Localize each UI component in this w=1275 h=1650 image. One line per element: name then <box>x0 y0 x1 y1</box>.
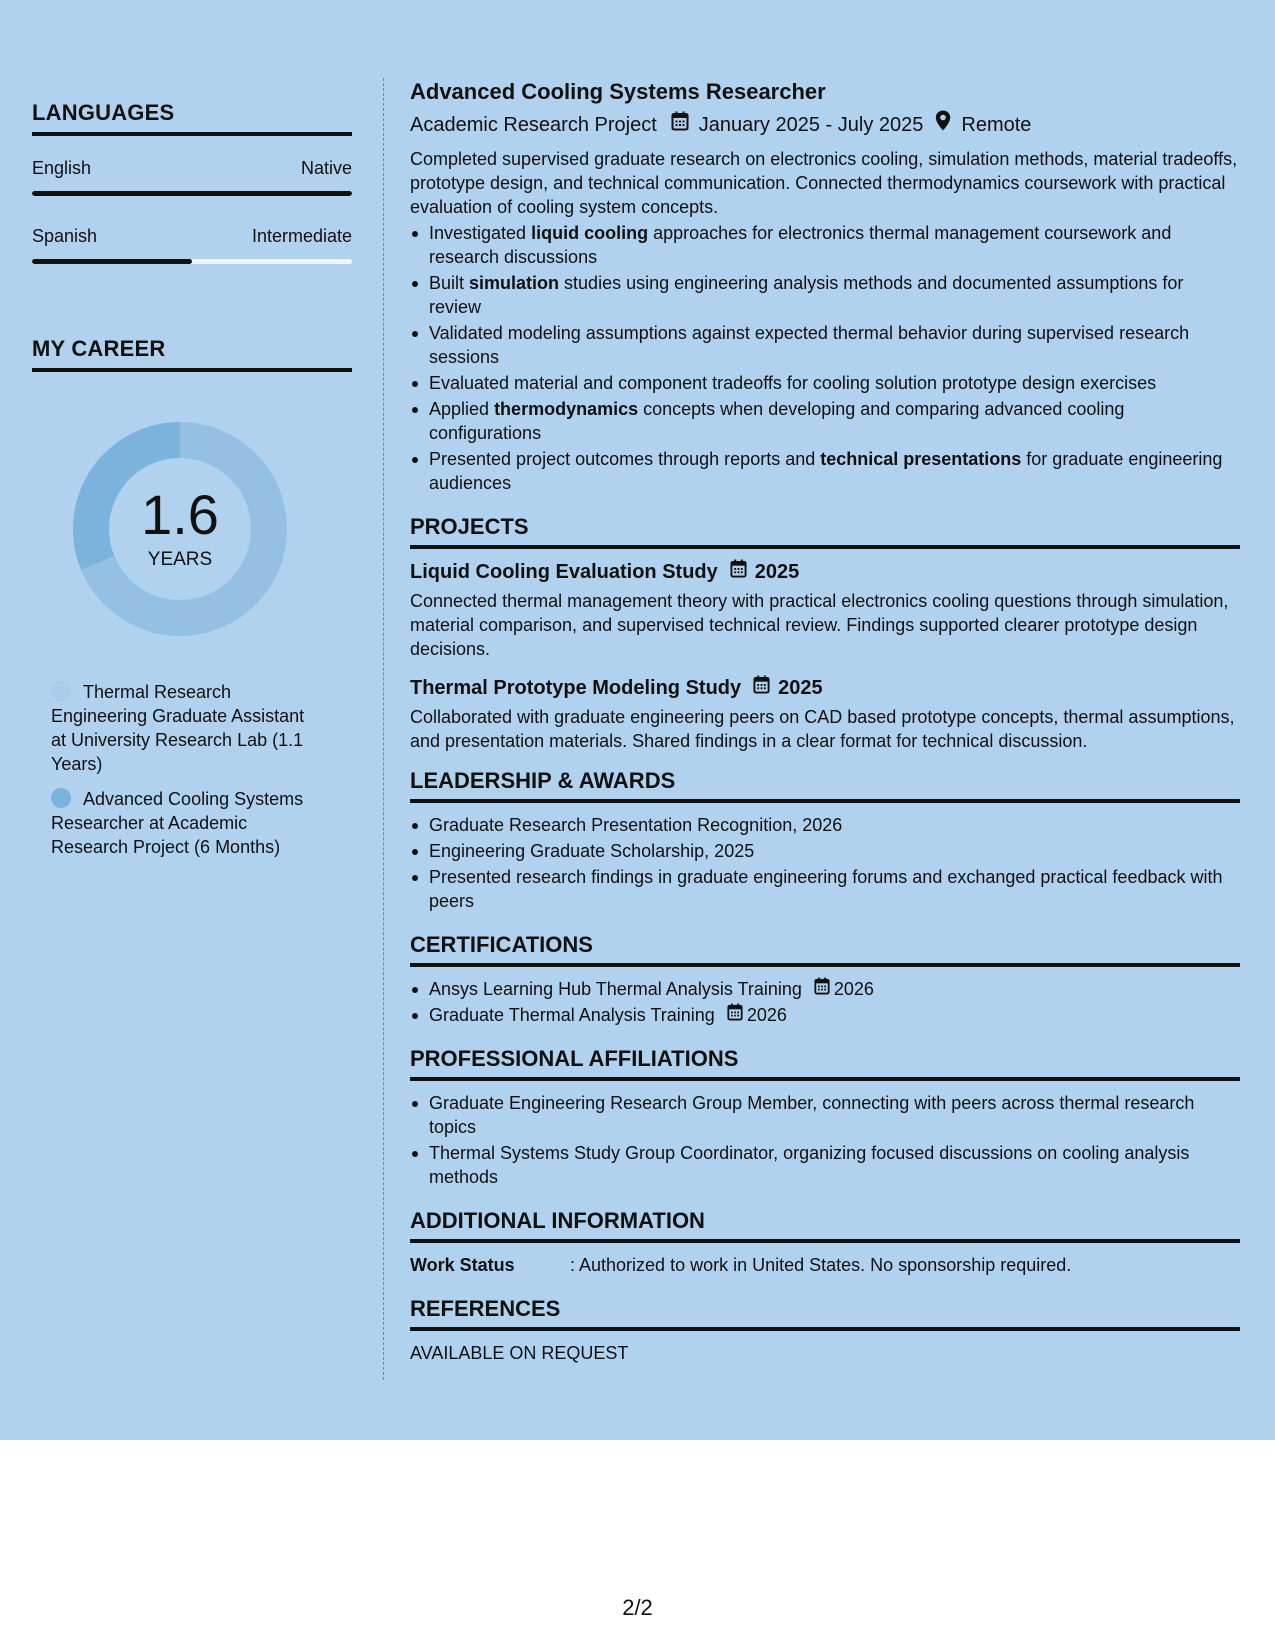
language-row <box>32 226 352 247</box>
job-bullet <box>410 271 1240 319</box>
bullet-text: Evaluated material and component tradeoffs for cooling solution prototype design exercises <box>429 373 1157 393</box>
bullet-text: Built <box>429 273 470 293</box>
project-year: 2025 <box>778 677 823 699</box>
language-proficiency-bar <box>32 191 352 196</box>
project-name: Liquid Cooling Evaluation Study <box>410 561 718 583</box>
leadership-item: Graduate Research Presentation Recognition, 2026 <box>410 813 1240 837</box>
project-entry <box>410 559 1240 661</box>
career-section <box>32 336 352 859</box>
job-title: Advanced Cooling Systems Researcher <box>410 79 826 104</box>
leadership-list <box>410 813 1240 913</box>
career-legend-label: Thermal Research Engineering Graduate Assistant at University Research Lab (1.1 Years) <box>51 682 305 774</box>
job-location: Remote <box>961 113 1032 136</box>
job-bullet <box>410 397 1240 445</box>
career-legend-label: Advanced Cooling Systems Researcher at Academic Research Project (6 Months) <box>51 789 304 857</box>
references-title: REFERENCES <box>410 1296 561 1321</box>
bullet-highlight: simulation <box>469 273 560 293</box>
work-status-row <box>410 1253 1240 1277</box>
certification-year: 2026 <box>833 979 874 999</box>
job-bullet <box>410 447 1240 495</box>
certifications-list <box>410 977 1240 1027</box>
certifications-section <box>410 931 1240 1027</box>
language-row <box>32 158 352 179</box>
certification-year: 2026 <box>746 1005 787 1025</box>
certification-name: Graduate Thermal Analysis Training <box>429 1005 715 1025</box>
bullet-text: approaches for electronics thermal management coursework and research discussions <box>429 223 1172 267</box>
sidebar <box>32 100 352 870</box>
project-title-row <box>410 675 1240 701</box>
project-name: Thermal Prototype Modeling Study <box>410 677 742 699</box>
certification-date <box>727 1003 787 1027</box>
job-meta <box>410 110 1240 139</box>
certification-date <box>814 977 874 1001</box>
additional-info-section <box>410 1207 1240 1277</box>
section-rule <box>410 1077 1240 1081</box>
language-level: Native <box>300 158 352 178</box>
career-title: MY CAREER <box>32 336 166 361</box>
leadership-item: Engineering Graduate Scholarship, 2025 <box>410 839 1240 863</box>
section-rule <box>410 799 1240 803</box>
affiliations-section <box>410 1045 1240 1189</box>
job-bullet <box>410 371 1240 395</box>
donut-center <box>65 414 295 644</box>
location-pin-icon <box>935 110 951 139</box>
project-description: Collaborated with graduate engineering peers on CAD based prototype concepts, thermal assumptions, and presentation materials. Shared findings in a clear format for technical discussion. <box>410 707 1235 751</box>
career-legend <box>51 680 321 859</box>
affiliations-list <box>410 1091 1240 1189</box>
career-donut-chart <box>65 414 295 644</box>
legend-dot <box>51 681 71 701</box>
section-rule <box>410 963 1240 967</box>
project-entry <box>410 675 1240 753</box>
certification-item <box>410 977 1240 1001</box>
career-legend-item <box>51 787 321 859</box>
bullet-text: Validated modeling assumptions against expected thermal behavior during supervised research sessions <box>429 323 1190 367</box>
main-content <box>410 78 1240 1365</box>
career-total-value: 1.6 <box>141 483 219 546</box>
bullet-text: Investigated <box>429 223 532 243</box>
languages-title: LANGUAGES <box>32 100 175 125</box>
career-legend-item <box>51 680 321 776</box>
experience-entry <box>410 78 1240 495</box>
calendar-icon <box>753 675 770 701</box>
affiliation-item: Graduate Engineering Research Group Member, connecting with peers across thermal research topics <box>410 1091 1240 1139</box>
project-description: Connected thermal management theory with practical electronics cooling questions through simulation, material comparison, and supervised technical review. Findings supported clearer prototype design decisions. <box>410 591 1229 659</box>
bullet-highlight: thermodynamics <box>494 399 639 419</box>
section-rule <box>410 1327 1240 1331</box>
page-number: 2/2 <box>622 1595 653 1620</box>
calendar-icon <box>814 977 830 1001</box>
column-divider <box>383 78 384 1380</box>
work-status-label: Work Status <box>410 1255 515 1275</box>
legend-dot <box>51 788 71 808</box>
projects-section <box>410 513 1240 753</box>
language-proficiency-fill <box>32 259 192 264</box>
job-bullets <box>410 221 1240 495</box>
project-title-row <box>410 559 1240 585</box>
work-status-value: : Authorized to work in United States. No sponsorship required. <box>570 1255 1072 1275</box>
career-total-unit: YEARS <box>147 549 213 570</box>
section-rule <box>410 545 1240 549</box>
leadership-title: LEADERSHIP & AWARDS <box>410 768 676 793</box>
job-company: Academic Research Project <box>410 113 657 136</box>
language-name: English <box>32 158 92 178</box>
languages-section <box>32 100 352 264</box>
section-rule <box>410 1239 1240 1243</box>
bullet-text: studies using engineering analysis methods and documented assumptions for review <box>429 273 1184 317</box>
section-rule <box>32 132 352 136</box>
project-year: 2025 <box>754 561 800 583</box>
bullet-text: Presented project outcomes through reports and <box>429 449 821 469</box>
bullet-text: concepts when developing and comparing advanced cooling configurations <box>429 399 1125 443</box>
bullet-text: Applied <box>429 399 495 419</box>
affiliations-title: PROFESSIONAL AFFILIATIONS <box>410 1046 739 1071</box>
bullet-highlight: liquid cooling <box>531 223 649 243</box>
bullet-highlight: technical presentations <box>820 449 1022 469</box>
job-dates: January 2025 - July 2025 <box>698 113 924 136</box>
additional-info-title: ADDITIONAL INFORMATION <box>410 1208 705 1233</box>
job-bullet <box>410 321 1240 369</box>
certification-name: Ansys Learning Hub Thermal Analysis Training <box>429 979 802 999</box>
bullet-text: for graduate engineering audiences <box>429 449 1223 493</box>
language-proficiency-bar <box>32 259 352 264</box>
calendar-icon <box>730 559 747 585</box>
leadership-section <box>410 767 1240 913</box>
certification-item <box>410 1003 1240 1027</box>
calendar-icon <box>671 111 689 139</box>
affiliation-item: Thermal Systems Study Group Coordinator, organizing focused discussions on cooling analysis methods <box>410 1141 1240 1189</box>
section-rule <box>32 368 352 372</box>
language-proficiency-fill <box>32 191 352 196</box>
projects-title: PROJECTS <box>410 514 529 539</box>
language-level: Intermediate <box>251 226 352 246</box>
certifications-title: CERTIFICATIONS <box>410 932 593 957</box>
calendar-icon <box>727 1003 743 1027</box>
language-name: Spanish <box>32 226 98 246</box>
job-summary: Completed supervised graduate research on electronics cooling, simulation methods, material tradeoffs, prototype design, and technical communication. Connected thermodynamics coursework with practical evaluation of cooling system concepts. <box>410 149 1238 217</box>
job-bullet <box>410 221 1240 269</box>
references-section <box>410 1295 1240 1365</box>
leadership-item: Presented research findings in graduate engineering forums and exchanged practical feedback with peers <box>410 865 1240 913</box>
references-text: AVAILABLE ON REQUEST <box>410 1343 629 1363</box>
